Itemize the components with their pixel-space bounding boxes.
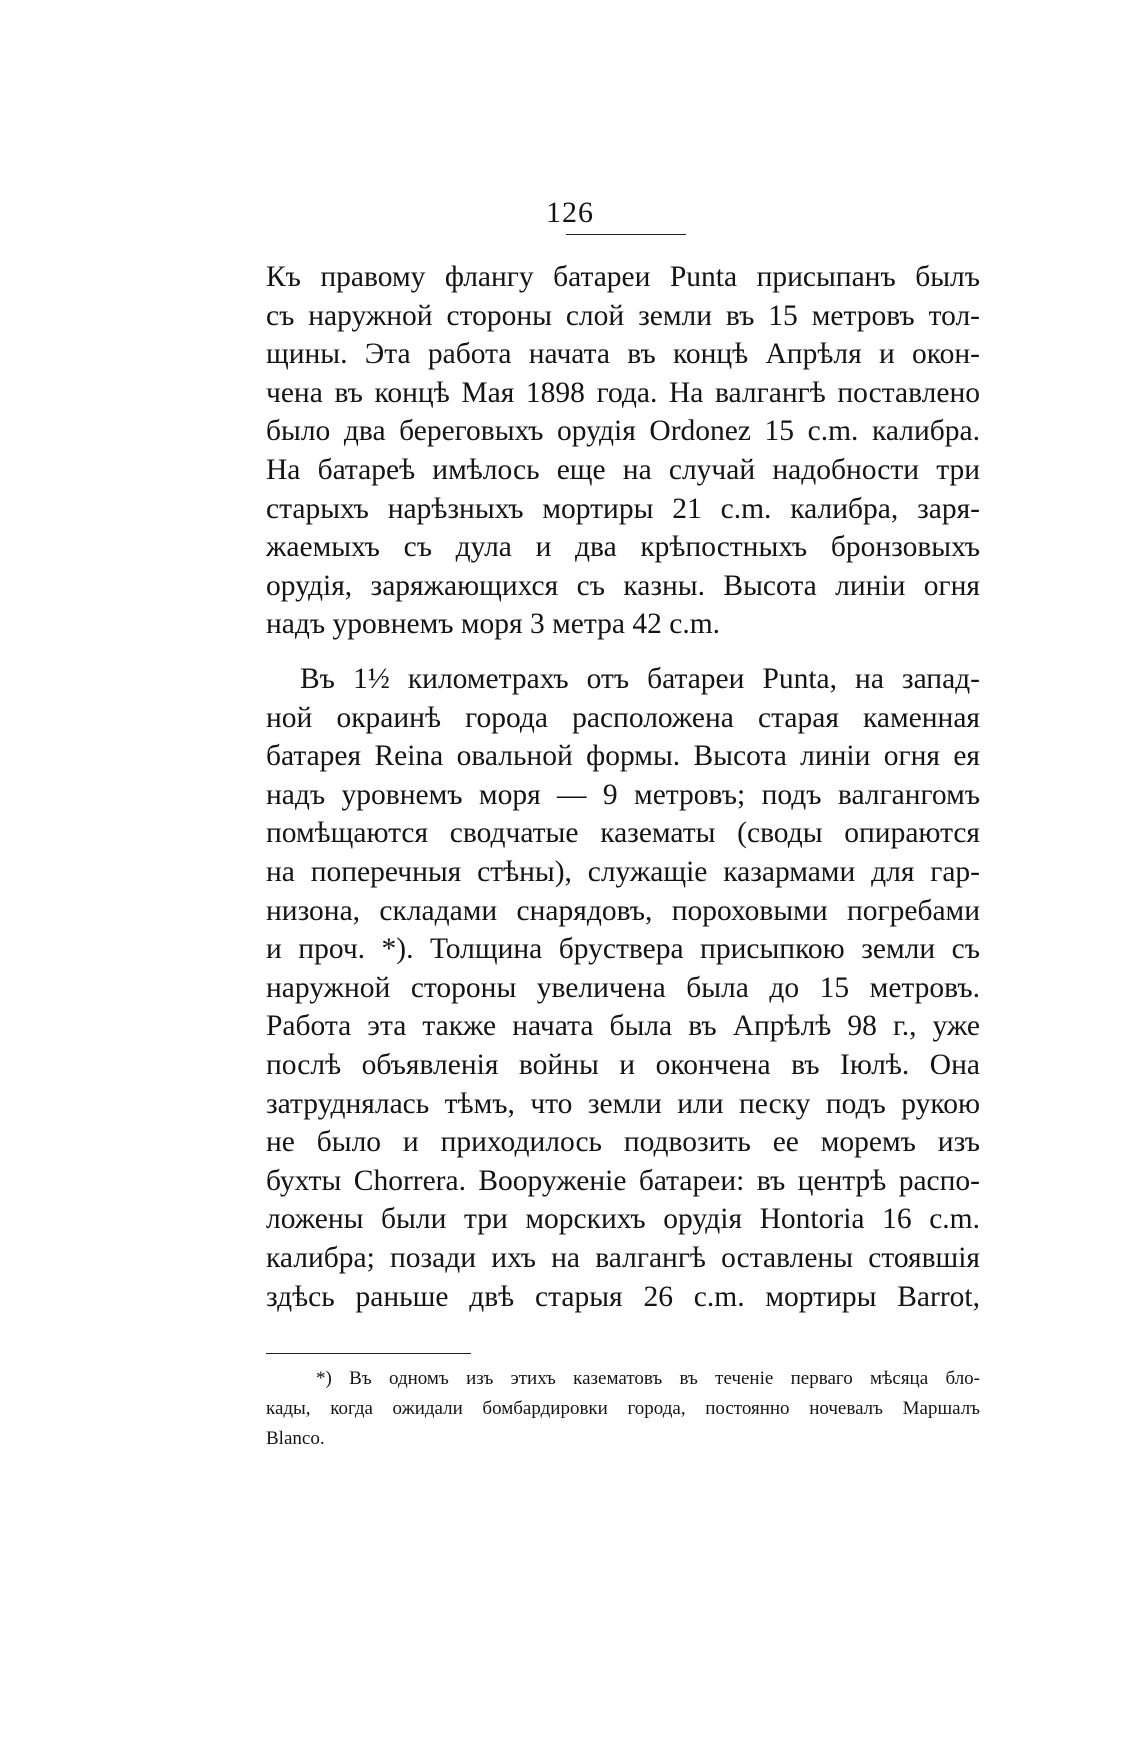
paragraph-2 (266, 660, 980, 1316)
text-line: на поперечныя стѣны), служащіе казармами для гар- (266, 855, 980, 888)
text-line: Къ правому флангу батареи Punta присыпанъ былъ (266, 261, 980, 293)
text-line: надъ уровнемъ моря 3 метра 42 c.m. (266, 608, 721, 641)
footnote-rule (266, 1353, 471, 1354)
paragraph-1 (266, 258, 980, 644)
footnote-line: *) Въ одномъ изъ этихъ казематовъ въ теченіе перваго мѣсяца бло- (316, 1368, 980, 1389)
text-line: батарея Reina овальной формы. Высота линіи огня ея (266, 740, 980, 773)
text-line: щины. Эта работа начата въ концѣ Апрѣля и окон- (266, 338, 980, 371)
footnote-line: кады, когда ожидали бомбардировки города, постоянно ночевалъ Маршалъ (266, 1398, 980, 1419)
text-line: здѣсь раньше двѣ старыя 26 c.m. мортиры Barrot, (266, 1280, 980, 1313)
text-line: старыхъ нарѣзныхъ мортиры 21 c.m. калибра, заря- (266, 492, 980, 525)
text-line: затруднялась тѣмъ, что земли или песку подъ рукою (266, 1087, 980, 1120)
header-rule (566, 234, 686, 235)
text-line: чена въ концѣ Мая 1898 года. На валгангѣ поставлено (266, 376, 980, 409)
text-line: ной окраинѣ города расположена старая каменная (266, 701, 980, 734)
text-line: бухты Chorrera. Вооруженіе батареи: въ центрѣ распо- (266, 1164, 980, 1197)
text-line: жаемыхъ съ дула и два крѣпостныхъ бронзовыхъ (266, 531, 980, 564)
text-line: ложены были три морскихъ орудія Hontoria 16 c.m. (266, 1203, 980, 1236)
text-line: наружной стороны увеличена была до 15 метровъ. (266, 971, 980, 1004)
text-line: надъ уровнемъ моря — 9 метровъ; подъ валгангомъ (266, 778, 980, 811)
text-line: На батареѣ имѣлось еще на случай надобности три (266, 453, 980, 486)
text-line: калибра; позади ихъ на валгангѣ оставлены стоявшія (266, 1241, 980, 1274)
page-number: 126 (546, 196, 594, 229)
text-line: съ наружной стороны слой земли въ 15 метровъ тол- (266, 299, 980, 332)
text-line: и проч. *). Толщина бруствера присыпкою земли съ (266, 933, 980, 966)
text-line: не было и приходилось подвозить ее моремъ изъ (266, 1126, 980, 1159)
text-line: орудія, заряжающихся съ казны. Высота линіи огня (266, 569, 980, 602)
text-line: Работа эта также начата была въ Апрѣлѣ 98 г., уже (266, 1010, 980, 1043)
footnote-line: Blanco. (266, 1428, 325, 1449)
text-line: помѣщаются сводчатые казематы (своды опираются (266, 817, 980, 850)
text-line: было два береговыхъ орудія Ordonez 15 c.m. калибра. (266, 415, 980, 448)
footnote (266, 1364, 980, 1454)
text-line: Въ 1½ километрахъ отъ батареи Punta, на запад- (300, 663, 980, 695)
text-line: послѣ объявленія войны и окончена въ Іюлѣ. Она (266, 1048, 980, 1081)
text-line: низона, складами снарядовъ, пороховыми погребами (266, 894, 980, 927)
